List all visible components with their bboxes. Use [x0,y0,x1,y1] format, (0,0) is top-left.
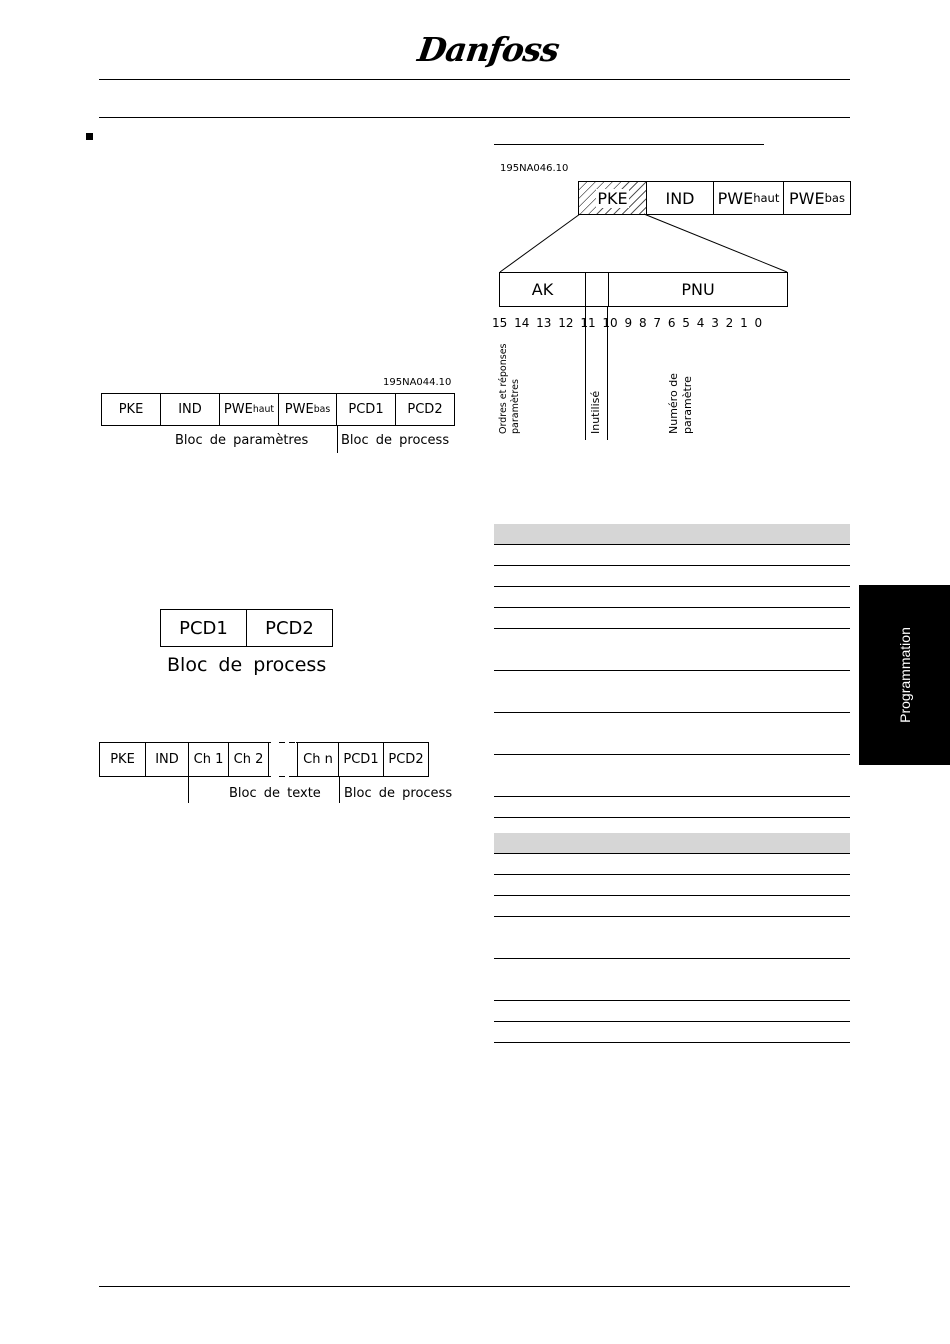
fig-text-divider-right [339,777,340,803]
table2-rule [494,916,850,917]
cell-pke-hatched: PKE [579,182,647,214]
gap-dash-top-2 [289,742,295,743]
fig-text-caption-right: Bloc de process [344,786,453,801]
table2-rule [494,853,850,854]
fig-pke-divider-left [585,307,586,440]
right-title-underline [494,144,764,145]
table1-rule [494,586,850,587]
cell-pcd2: PCD2 [388,752,424,767]
cell-pcd1: PCD1 [337,394,396,425]
fig-pke-bits-box [499,272,788,307]
table1-header [494,524,850,544]
cell-pcd2: PCD2 [265,617,314,639]
cell-pwe-haut: PWE haut [220,394,279,425]
table1-rule [494,565,850,566]
fig-text-divider-left [188,777,189,803]
fig-pke-ref: 195NA046.10 [500,163,569,174]
cell-ind: IND [146,743,189,776]
cell-unused [586,273,609,306]
cell-pcd2: PCD2 [407,402,443,417]
cell-pke: PKE [102,394,161,425]
section-side-tab [859,585,950,765]
side-tab-label: Programmation [896,627,913,723]
table2-rule [494,1042,850,1043]
cell-pcd1: PCD1 [161,610,247,646]
cell-pcd1: PCD1 [339,743,384,776]
table1-rule [494,607,850,608]
section-bullet-icon [86,133,93,140]
gap-dash-top-1 [279,742,285,743]
table1-rule [494,754,850,755]
fig-process-telegram [160,609,333,647]
table2-rule [494,1021,850,1022]
table2-rule [494,874,850,875]
fig-pke-label-ak-2: paramètres [510,379,521,434]
table2-rule [494,895,850,896]
gap-dash-bottom-1 [279,776,285,777]
table1-rule [494,544,850,545]
cell-pwe-bas: PWE bas [279,394,337,425]
cell-ind: IND [647,182,714,214]
header-rule-top [99,79,850,80]
fig-pke-bit-numbers: 15 14 13 12 11 10 9 8 7 6 5 4 3 2 1 0 [492,316,763,330]
table1-rule [494,670,850,671]
table2-rule [494,1000,850,1001]
table1-rule [494,796,850,797]
cell-pke: PKE [100,743,146,776]
danfoss-logo: Danfoss [415,30,562,69]
table2-header [494,833,850,853]
fig-text-telegram [99,742,429,777]
cell-ch2: Ch 2 [229,743,269,776]
cell-pwe-bas: PWE bas [789,188,845,208]
gap-dash-bottom-2 [289,776,295,777]
cell-ind: IND [161,394,220,425]
header-rule-bottom [99,117,850,118]
fig-process-caption: Bloc de process [167,654,327,676]
fig-text-caption-left: Bloc de texte [229,786,321,801]
table1-rule [494,712,850,713]
cell-ak: AK [500,273,586,306]
cell-pwe-haut: PWE haut [714,182,784,214]
cell-pnu: PNU [681,280,715,299]
fig-param-telegram [101,393,455,426]
fig-pke-label-ak-1: Ordres et réponses [498,343,509,434]
fig-pke-label-pnu-2: paramètre [681,376,694,434]
fig-pke-expansion-lines [490,210,800,280]
footer-rule [99,1286,850,1287]
fig-param-ref: 195NA044.10 [383,377,452,388]
fig-pke-divider-right [607,307,608,440]
cell-chn: Ch n [298,743,339,776]
fig-param-caption-left: Bloc de paramètres [175,433,309,448]
cell-ch1: Ch 1 [189,743,229,776]
fig-pke-label-unused: Inutilisé [589,390,602,434]
fig-pke-label-pnu-1: Numéro de [667,373,680,434]
table1-rule [494,817,850,818]
fig-param-divider [337,426,338,453]
cell-gap [269,743,298,776]
fig-param-caption-right: Bloc de process [341,433,450,448]
table1-rule [494,628,850,629]
table2-rule [494,958,850,959]
